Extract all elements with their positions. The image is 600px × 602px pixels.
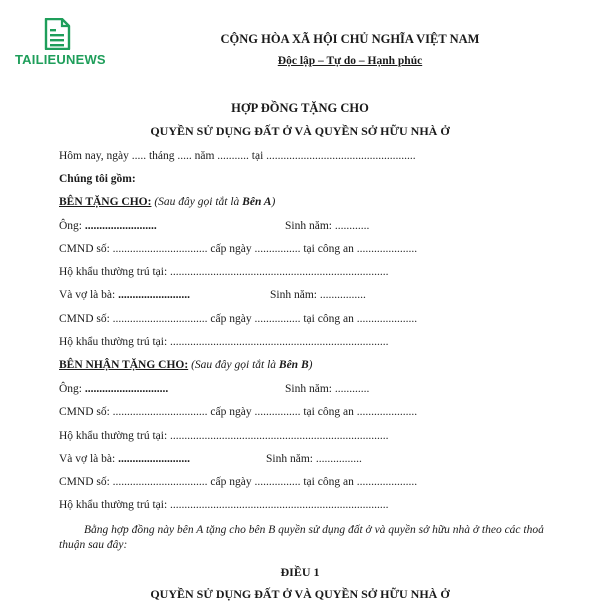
party-a-note: (Sau đây gọi tắt là Bên A) xyxy=(154,196,276,208)
party-b-cmnd-2: CMND số: ................................. cấp ngày ................ tại công an ..................... xyxy=(59,476,418,488)
contract-subtitle: QUYỀN SỬ DỤNG ĐẤT Ở VÀ QUYỀN SỞ HỮU NHÀ Ở xyxy=(150,124,450,138)
party-a-cmnd-1: CMND số: ................................. cấp ngày ................ tại công an ..................... xyxy=(59,243,418,255)
party-a-heading-line xyxy=(59,196,275,208)
agreement-paragraph: Bằng hợp đồng này bên A tặng cho bên B quyền sử dụng đất ở và quyền sở hữu nhà ở theo các thoả thuận sau đây: xyxy=(59,524,544,551)
party-b-hokhau-2: Hộ khẩu thường trú tại: ............................................................................ xyxy=(59,499,389,511)
date-line: Hôm nay, ngày ..... tháng ..... năm ........... tại .................................................... xyxy=(59,150,416,162)
party-b-cmnd-1: CMND số: ................................. cấp ngày ................ tại công an ..................... xyxy=(59,406,418,418)
party-a-vo-birth: Sinh năm: ................ xyxy=(270,289,366,301)
party-b-note: (Sau đây gọi tắt là Bên B) xyxy=(191,359,313,371)
party-b-ong-line: Ông: ............................. xyxy=(59,383,169,395)
party-a-heading: BÊN TẶNG CHO: xyxy=(59,196,152,208)
party-a-vo-line: Và vợ là bà: ......................... xyxy=(59,289,190,301)
party-b-vo-line: Và vợ là bà: ......................... xyxy=(59,453,190,465)
tailieunews-logo xyxy=(15,18,106,67)
logo-text: TAILIEUNEWS xyxy=(15,52,106,67)
party-a-hokhau-1: Hộ khẩu thường trú tại: ............................................................................ xyxy=(59,266,389,278)
party-b-heading-line xyxy=(59,359,312,371)
national-title: CỘNG HÒA XÃ HỘI CHỦ NGHĨA VIỆT NAM xyxy=(220,32,480,46)
party-a-cmnd-2: CMND số: ................................. cấp ngày ................ tại công an ..................... xyxy=(59,313,418,325)
party-b-hokhau-1: Hộ khẩu thường trú tại: ............................................................................ xyxy=(59,430,389,442)
party-a-ong-line: Ông: ......................... xyxy=(59,220,157,232)
contract-title: HỢP ĐỒNG TẶNG CHO xyxy=(231,101,369,115)
parties-intro: Chúng tôi gồm: xyxy=(59,173,136,185)
document-icon xyxy=(43,18,71,50)
national-motto: Độc lập – Tự do – Hạnh phúc xyxy=(277,55,423,67)
party-b-vo-birth: Sinh năm: ................ xyxy=(266,453,362,465)
article-1-number: ĐIỀU 1 xyxy=(280,565,320,579)
party-b-heading: BÊN NHẬN TẶNG CHO: xyxy=(59,359,189,371)
article-1-title: QUYỀN SỬ DỤNG ĐẤT Ở VÀ QUYỀN SỞ HỮU NHÀ Ở xyxy=(150,587,450,601)
party-a-hokhau-2: Hộ khẩu thường trú tại: ............................................................................ xyxy=(59,336,389,348)
party-a-ong-birth: Sinh năm: ............ xyxy=(285,220,370,232)
party-b-ong-birth: Sinh năm: ............ xyxy=(285,383,370,395)
